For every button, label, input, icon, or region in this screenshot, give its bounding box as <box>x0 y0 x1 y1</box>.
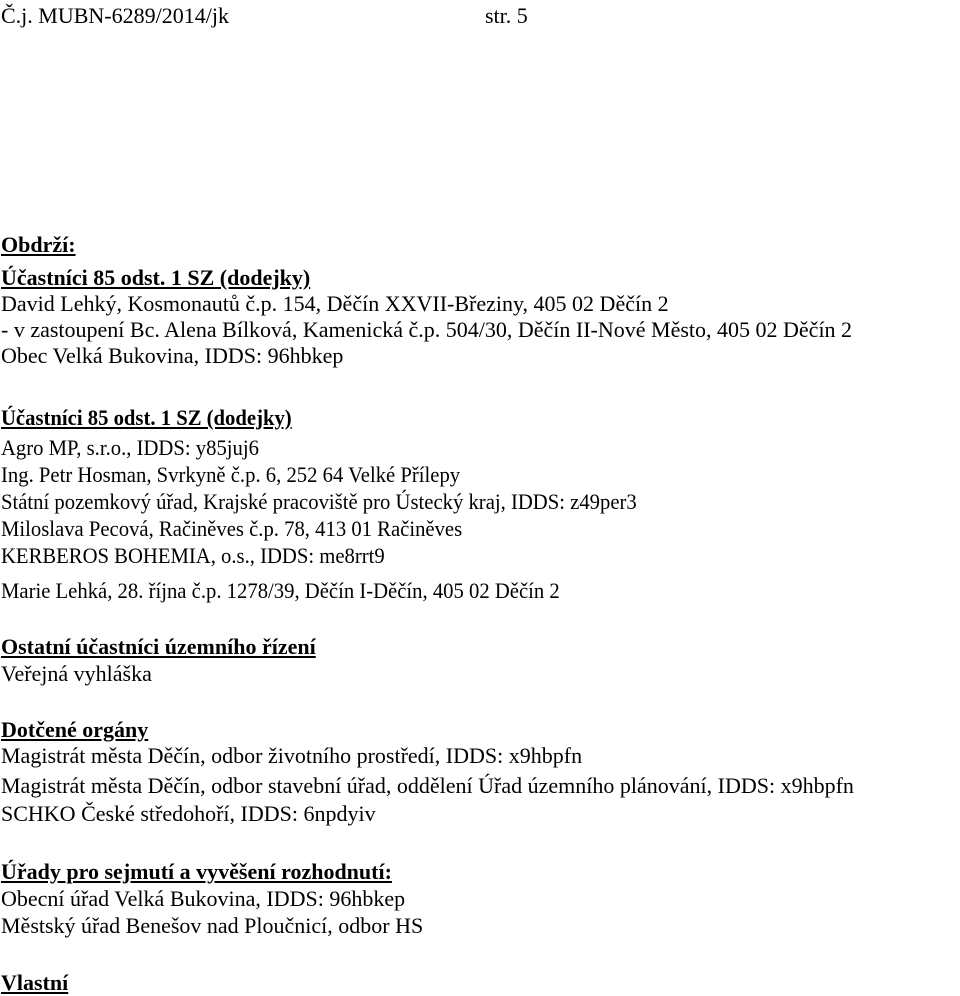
recipient-line: Magistrát města Děčín, odbor životního prostředí, IDDS: x9hbpfn <box>1 743 583 768</box>
recipient-line: Ing. Petr Hosman, Svrkyně č.p. 6, 252 64 Velké Přílepy <box>1 462 461 487</box>
group-heading: Ostatní účastníci územního řízení <box>1 634 316 659</box>
reference-number: Č.j. MUBN-6289/2014/jk <box>1 3 229 28</box>
recipient-line: Státní pozemkový úřad, Krajské pracoviště pro Ústecký kraj, IDDS: z49per3 <box>1 489 637 514</box>
recipient-line: Obec Velká Bukovina, IDDS: 96hbkep <box>1 343 344 368</box>
group-heading: Dotčené orgány <box>1 717 149 742</box>
group-heading: Úřady pro sejmutí a vyvěšení rozhodnutí: <box>1 859 392 884</box>
recipient-line: KERBEROS BOHEMIA, o.s., IDDS: me8rrt9 <box>1 543 385 568</box>
recipient-line: David Lehký, Kosmonautů č.p. 154, Děčín XXVII-Březiny, 405 02 Děčín 2 <box>1 291 669 316</box>
recipients-heading: Obdrží: <box>1 232 76 257</box>
recipient-line: Marie Lehká, 28. října č.p. 1278/39, Děčín I-Děčín, 405 02 Děčín 2 <box>1 578 560 603</box>
group-heading: Vlastní <box>1 970 69 995</box>
recipient-line: Veřejná vyhláška <box>1 661 152 686</box>
recipient-line: Miloslava Pecová, Račiněves č.p. 78, 413 01 Račiněves <box>1 516 463 541</box>
recipient-line: Agro MP, s.r.o., IDDS: y85juj6 <box>1 435 259 460</box>
recipient-line: Obecní úřad Velká Bukovina, IDDS: 96hbkep <box>1 886 406 911</box>
group-heading: Účastníci 85 odst. 1 SZ (dodejky) <box>1 265 311 290</box>
recipient-line: - v zastoupení Bc. Alena Bílková, Kamenická č.p. 504/30, Děčín II-Nové Město, 405 02 Děčín 2 <box>1 317 853 342</box>
page-number: str. 5 <box>485 3 528 28</box>
recipient-line: Magistrát města Děčín, odbor stavební úřad, oddělení Úřad územního plánování, IDDS: x9hbpfn <box>1 773 854 798</box>
recipient-line: SCHKO České středohoří, IDDS: 6npdyiv <box>1 801 376 826</box>
group-heading: Účastníci 85 odst. 1 SZ (dodejky) <box>1 405 292 430</box>
recipient-line: Městský úřad Benešov nad Ploučnicí, odbor HS <box>1 913 424 938</box>
